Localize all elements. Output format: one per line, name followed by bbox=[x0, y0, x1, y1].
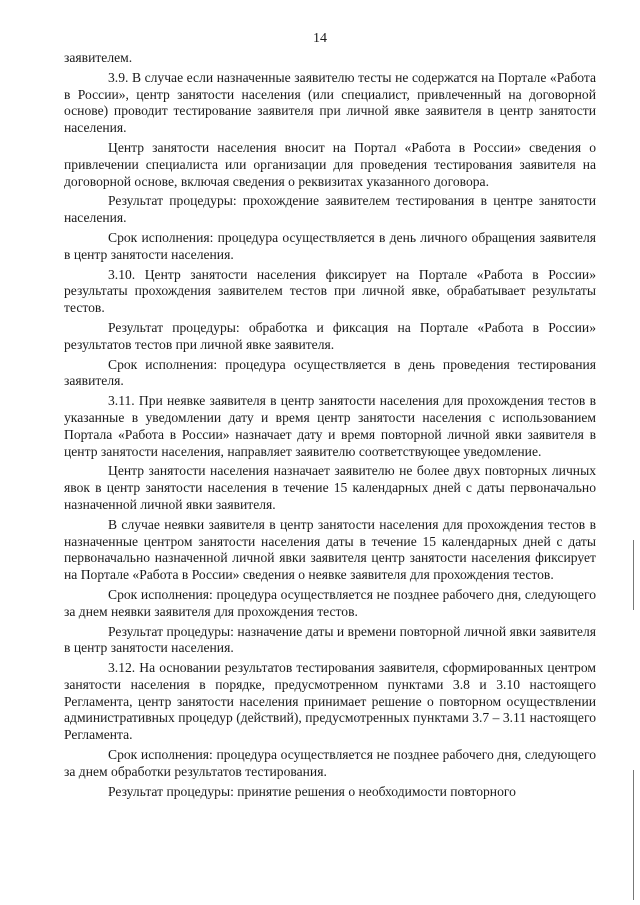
paragraph: 3.11. При неявке заявителя в центр занятости населения для прохождения тестов в указанные в уведомлении дату и время центр занятости населения с использованием Портала «Работа в России» назначает дату и время повторной личной явки заявителя в центр занятости населения, направляет заявителю соответствующее уведомление. bbox=[64, 393, 596, 459]
paragraph: 3.9. В случае если назначенные заявителю тесты не содержатся на Портале «Работа в России», центр занятости населения (или специалист, привлеченный на договорной основе) проводит тестирование заявителя при личной явке заявителя в центр занятости населения. bbox=[64, 69, 596, 136]
paragraph: 3.10. Центр занятости населения фиксирует на Портале «Работа в России» результаты прохождения заявителем тестов при личной явке, обрабатывает результаты тестов. bbox=[64, 266, 596, 316]
paragraph: В случае неявки заявителя в центр занятости населения для прохождения тестов в назначенные центром занятости населения даты в течение 15 календарных дней с даты первоначально назначенной личной явки заявителя центр занятости населения фиксирует на Портале «Работа в России» сведения о неявке заявителя для прохождения тестов. bbox=[64, 516, 596, 583]
paragraph: Результат процедуры: назначение даты и времени повторной личной явки заявителя в центр занятости населения. bbox=[64, 623, 596, 656]
paragraph: Результат процедуры: прохождение заявителем тестирования в центре занятости населения. bbox=[64, 193, 596, 226]
paragraph: заявителем. bbox=[64, 50, 133, 65]
paragraph: Срок исполнения: процедура осуществляется в день проведения тестирования заявителя. bbox=[64, 356, 596, 389]
scan-edge-mark bbox=[633, 770, 634, 900]
paragraph: Срок исполнения: процедура осуществляется в день личного обращения заявителя в центр занятости населения. bbox=[64, 229, 596, 262]
paragraph: Результат процедуры: принятие решения о необходимости повторного bbox=[108, 783, 516, 799]
paragraph: Срок исполнения: процедура осуществляется не позднее рабочего дня, следующего за днем обработки результатов тестирования. bbox=[64, 747, 596, 779]
paragraph: Результат процедуры: обработка и фиксация на Портале «Работа в России» результатов тестов при личной явке заявителя. bbox=[64, 319, 596, 352]
paragraph: Центр занятости населения назначает заявителю не более двух повторных личных явок в центр занятости населения в течение 15 календарных дней с даты первоначально назначенной личной явки заявителя. bbox=[64, 463, 596, 512]
document-body bbox=[64, 50, 596, 800]
paragraph: Срок исполнения: процедура осуществляется не позднее рабочего дня, следующего за днем неявки заявителя для прохождения тестов. bbox=[64, 586, 596, 619]
page-number: 14 bbox=[313, 31, 327, 46]
paragraph: Центр занятости населения вносит на Портал «Работа в России» сведения о привлечении специалиста или организации для проведения тестирования заявителя на договорной основе, включая сведения о реквизитах указанного договора. bbox=[64, 139, 596, 189]
paragraph: 3.12. На основании результатов тестирования заявителя, сформированных центром занятости населения в порядке, предусмотренном пунктами 3.8 и 3.10 настоящего Регламента, центр занятости населения принимает решение о повторном осуществлении административных процедур (действий), предусмотренных пунктами 3.7 – 3.11 настоящего Регламента. bbox=[64, 660, 596, 743]
scan-edge-mark bbox=[633, 540, 634, 610]
